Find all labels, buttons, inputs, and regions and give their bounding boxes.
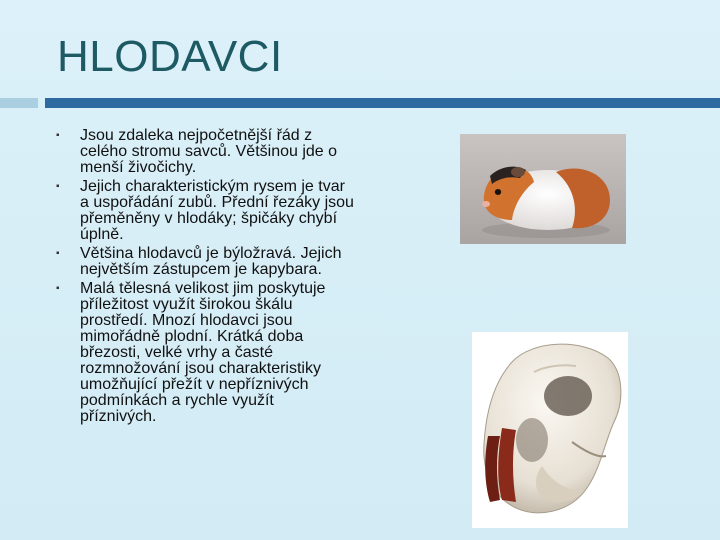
- bullet-marker-icon: ▪: [56, 248, 60, 259]
- rodent-skull-photo: [472, 332, 628, 528]
- bullet-text: Jsou zdaleka nejpočetnější řád z celého stromu savců. Většinou jde o menší živočichy.: [80, 127, 338, 176]
- bullet-marker-icon: ▪: [56, 181, 60, 192]
- title-divider-accent: [0, 98, 38, 108]
- bullet-item: [54, 281, 354, 425]
- bullet-text: Většina hlodavců je býložravá. Jejich největším zástupcem je kapybara.: [80, 245, 342, 278]
- slide-title: HLODAVCI: [57, 32, 283, 81]
- bullet-list: [54, 128, 354, 428]
- bullet-marker-icon: ▪: [56, 283, 60, 294]
- bullet-item: [54, 246, 354, 278]
- title-divider: [45, 98, 720, 108]
- bullet-text: Malá tělesná velikost jim poskytuje příležitost využít širokou škálu prostředí. Mnozí hlodavci jsou mimořádně plodní. Krátká doba březosti, velké vrhy a časté rozmnožování jsou charakteristiky umožňující přežít v nepříznivých podmínkách a rychle využít příznivých.: [80, 280, 326, 425]
- bullet-text: Jejich charakteristickým rysem je tvar a uspořádání zubů. Přední řezáky jsou přeměněny v hlodáky; špičáky chybí úplně.: [80, 178, 354, 243]
- guinea-pig-photo: [460, 134, 626, 244]
- bullet-item: [54, 128, 354, 176]
- bullet-marker-icon: ▪: [56, 130, 60, 141]
- bullet-item: [54, 179, 354, 243]
